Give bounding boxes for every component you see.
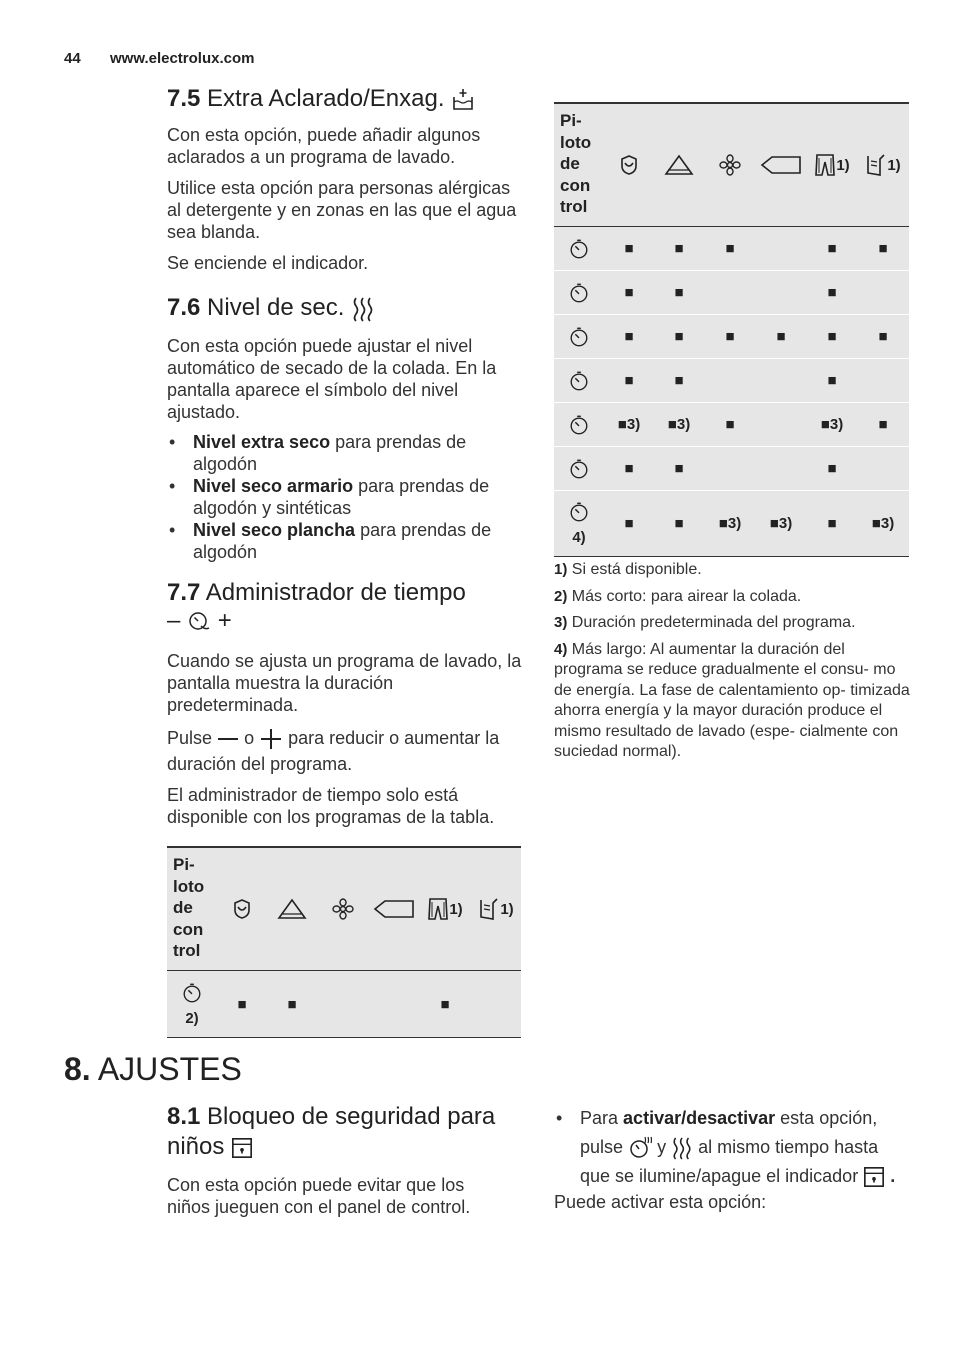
timer-indicator-icon xyxy=(568,282,590,304)
paragraph: Utilice esta opción para personas alérgicas al detergente y en zonas en las que el agua sea blanda. xyxy=(167,178,517,242)
table-cell xyxy=(857,271,909,314)
table-cell: ■ xyxy=(287,995,297,1013)
start-timer-icon xyxy=(628,1135,652,1161)
table-cell: ■ xyxy=(776,328,786,345)
table-cell xyxy=(470,971,522,1037)
table-cell: ■ xyxy=(237,995,247,1013)
table-cell: ■ xyxy=(827,240,837,257)
dry-level-icon xyxy=(671,1136,693,1160)
chapter-8-heading xyxy=(64,1051,242,1088)
page-number: 44 xyxy=(64,50,81,67)
paragraph: Con esta opción puede evitar que los niños jueguen con el panel de control. xyxy=(167,1175,471,1217)
section-title: Administrador de tiempo xyxy=(205,579,466,606)
wool-icon xyxy=(760,153,802,177)
table-header-row xyxy=(554,104,909,227)
section-7-7-heading xyxy=(167,578,466,608)
table-row xyxy=(554,491,909,556)
table-cell: ■ xyxy=(827,372,837,389)
table-cell: ■ xyxy=(878,240,888,257)
table-cell xyxy=(755,227,807,270)
timer-indicator-cell xyxy=(554,447,604,490)
table-cell: ■3) xyxy=(871,515,895,532)
table-cell: ■3) xyxy=(718,515,742,532)
table-cell xyxy=(857,447,909,490)
footnotes xyxy=(554,560,910,763)
timer-indicator-icon xyxy=(181,982,203,1004)
table-cell: ■ xyxy=(827,460,837,477)
delicates-icon xyxy=(331,897,355,921)
table-cell: ■ xyxy=(674,328,684,345)
timer-indicator-icon xyxy=(568,238,590,260)
minus-button-icon xyxy=(217,729,239,749)
table-cell: ■ xyxy=(827,515,837,532)
time-manager-symbols xyxy=(167,608,232,634)
footnote-ref: 1) xyxy=(836,156,850,174)
table-row xyxy=(554,315,909,359)
table-row xyxy=(167,971,521,1037)
table-cell: ■ xyxy=(624,372,634,389)
section-8-1-heading xyxy=(167,1102,527,1162)
timer-indicator-cell xyxy=(554,227,604,270)
table-cell: ■ xyxy=(725,328,735,345)
column-header-wool xyxy=(755,104,807,226)
column-header-jeans xyxy=(806,104,858,226)
column-header-synthetics xyxy=(653,104,705,226)
child-lock-icon xyxy=(231,1137,253,1159)
footnote: 3) Duración predeterminada del programa. xyxy=(554,614,856,631)
timer-indicator-cell xyxy=(554,315,604,358)
column-header-delicates xyxy=(704,104,756,226)
jeans-icon xyxy=(814,153,836,177)
table-cell: ■3) xyxy=(667,416,691,433)
timer-indicator-cell xyxy=(554,491,604,556)
timer-indicator-cell xyxy=(167,971,217,1037)
plus-button-icon xyxy=(259,727,283,751)
table-cell xyxy=(755,447,807,490)
table-cell: ■ xyxy=(624,284,634,301)
section-title: Bloqueo de seguridad para xyxy=(207,1103,496,1130)
list-item: • Nivel seco armario para prendas de algodón y sintéticas xyxy=(167,475,522,519)
table-cell: ■3) xyxy=(769,515,793,532)
minus-icon: – xyxy=(167,607,181,634)
dry-level-list xyxy=(167,431,522,563)
section-title: niños xyxy=(167,1133,225,1160)
website-url: www.electrolux.com xyxy=(110,50,255,67)
column-header-jeans xyxy=(419,848,471,970)
table-row xyxy=(554,227,909,271)
column-header-delicates xyxy=(317,848,369,970)
section-number: 7.7 xyxy=(167,579,201,606)
table-cell xyxy=(755,359,807,402)
table-cell: ■3) xyxy=(820,416,844,433)
footnote-ref: 2) xyxy=(185,1009,199,1027)
timer-indicator-cell xyxy=(554,403,604,446)
column-header-outdoor xyxy=(857,104,909,226)
table-cell xyxy=(704,271,756,314)
chapter-number: 8. xyxy=(64,1051,91,1087)
table-cell: ■ xyxy=(624,240,634,257)
child-lock-icon xyxy=(863,1166,885,1188)
table-cell xyxy=(857,359,909,402)
section-7-6-heading xyxy=(167,293,375,323)
table-cell: ■ xyxy=(725,240,735,257)
table-cell: ■ xyxy=(725,416,735,433)
footnote: 4) Más largo: Al aumentar la duración del programa se reduce gradualmente el consu- mo de energía. La fase de calentamiento op- timizada ahorra energía y la mayor duración produce el mismo resultado de lavado (espe- cialmente con suciedad normal). xyxy=(554,640,910,760)
outdoor-icon xyxy=(478,897,500,921)
paragraph: Puede activar esta opción: xyxy=(554,1192,767,1212)
synthetics-icon xyxy=(664,153,694,177)
table-row xyxy=(554,403,909,447)
timer-indicator-icon xyxy=(568,458,590,480)
table-cell: ■ xyxy=(878,416,888,433)
table-cell xyxy=(704,359,756,402)
column-header-synthetics xyxy=(266,848,318,970)
column-header-pilot: Pi- loto de con trol xyxy=(173,855,205,960)
table-cell: ■ xyxy=(624,460,634,477)
chapter-title: AJUSTES xyxy=(97,1051,242,1087)
paragraph: Pulse o para reducir o aumentar la duración del programa. xyxy=(167,728,500,775)
table-cell xyxy=(755,403,807,446)
section-number: 7.6 xyxy=(167,294,201,321)
footnote-ref: 1) xyxy=(887,156,901,174)
table-row xyxy=(554,359,909,403)
list-item: • Nivel seco plancha para prendas de algodón xyxy=(167,519,522,563)
list-item: • Para activar/desactivar esta opción, pulse y al mismo tiempo hasta que se ilumine/apague el indicador . xyxy=(554,1104,914,1191)
timer-indicator-cell xyxy=(554,359,604,402)
outdoor-icon xyxy=(865,153,887,177)
timer-indicator-icon xyxy=(568,326,590,348)
paragraph: Con esta opción, puede añadir algunos aclarados a un programa de lavado. xyxy=(167,125,481,167)
table-cell: ■ xyxy=(624,328,634,345)
timer-indicator-icon xyxy=(568,414,590,436)
table-cell xyxy=(317,971,369,1037)
table-cell: ■ xyxy=(624,515,634,532)
cotton-icon xyxy=(617,153,641,177)
table-cell: ■ xyxy=(878,328,888,345)
section-title: Nivel de sec. xyxy=(207,294,345,321)
jeans-icon xyxy=(427,897,449,921)
footnote-ref: 1) xyxy=(500,900,514,918)
column-header-cotton xyxy=(603,104,655,226)
column-header-cotton xyxy=(216,848,268,970)
table-cell: ■ xyxy=(827,328,837,345)
paragraph: El administrador de tiempo solo está disponible con los programas de la tabla. xyxy=(167,785,495,827)
list-item: • Nivel extra seco para prendas de algodón xyxy=(167,431,522,475)
column-header-wool xyxy=(368,848,420,970)
delicates-icon xyxy=(718,153,742,177)
timer-indicator-icon xyxy=(568,501,590,523)
child-lock-instructions xyxy=(554,1104,914,1213)
footnote-ref: 4) xyxy=(572,529,586,546)
table-cell: ■ xyxy=(674,515,684,532)
table-row xyxy=(554,271,909,315)
paragraph: Cuando se ajusta un programa de lavado, la pantalla muestra la duración predeterminada. xyxy=(167,651,522,715)
column-header-outdoor xyxy=(470,848,522,970)
section-number: 7.5 xyxy=(167,85,201,112)
section-7-5-heading xyxy=(167,84,475,114)
table-cell: ■ xyxy=(827,284,837,301)
footnote-ref: 1) xyxy=(449,900,463,918)
section-number: 8.1 xyxy=(167,1103,201,1130)
table-cell: ■ xyxy=(674,284,684,301)
table-cell: ■ xyxy=(674,460,684,477)
table-cell xyxy=(755,271,807,314)
paragraph: Se enciende el indicador. xyxy=(167,253,369,273)
timer-indicator-icon xyxy=(568,370,590,392)
time-manager-table-right xyxy=(554,102,909,557)
footnote: 2) Más corto: para airear la colada. xyxy=(554,587,802,605)
time-manager-icon xyxy=(187,610,211,634)
timer-indicator-cell xyxy=(554,271,604,314)
paragraph: Con esta opción puede ajustar el nivel automático de secado de la colada. En la pantalla aparece el símbolo del nivel ajustado. xyxy=(167,336,497,422)
wool-icon xyxy=(373,897,415,921)
plus-icon: + xyxy=(217,607,232,634)
extra-rinse-icon xyxy=(451,88,475,112)
dry-level-icon xyxy=(351,296,375,322)
time-manager-table-left xyxy=(167,846,521,1038)
column-header-pilot: Pi- loto de con trol xyxy=(560,111,592,216)
table-cell: ■ xyxy=(674,240,684,257)
table-cell: ■ xyxy=(440,995,450,1013)
table-header-row xyxy=(167,848,521,971)
table-row xyxy=(554,447,909,491)
synthetics-icon xyxy=(277,897,307,921)
footnote: 1) Si está disponible. xyxy=(554,561,702,578)
table-cell: ■3) xyxy=(617,416,641,433)
table-cell xyxy=(368,971,420,1037)
table-cell: ■ xyxy=(674,372,684,389)
section-title: Extra Aclarado/Enxag. xyxy=(207,85,445,112)
table-cell xyxy=(704,447,756,490)
cotton-icon xyxy=(230,897,254,921)
